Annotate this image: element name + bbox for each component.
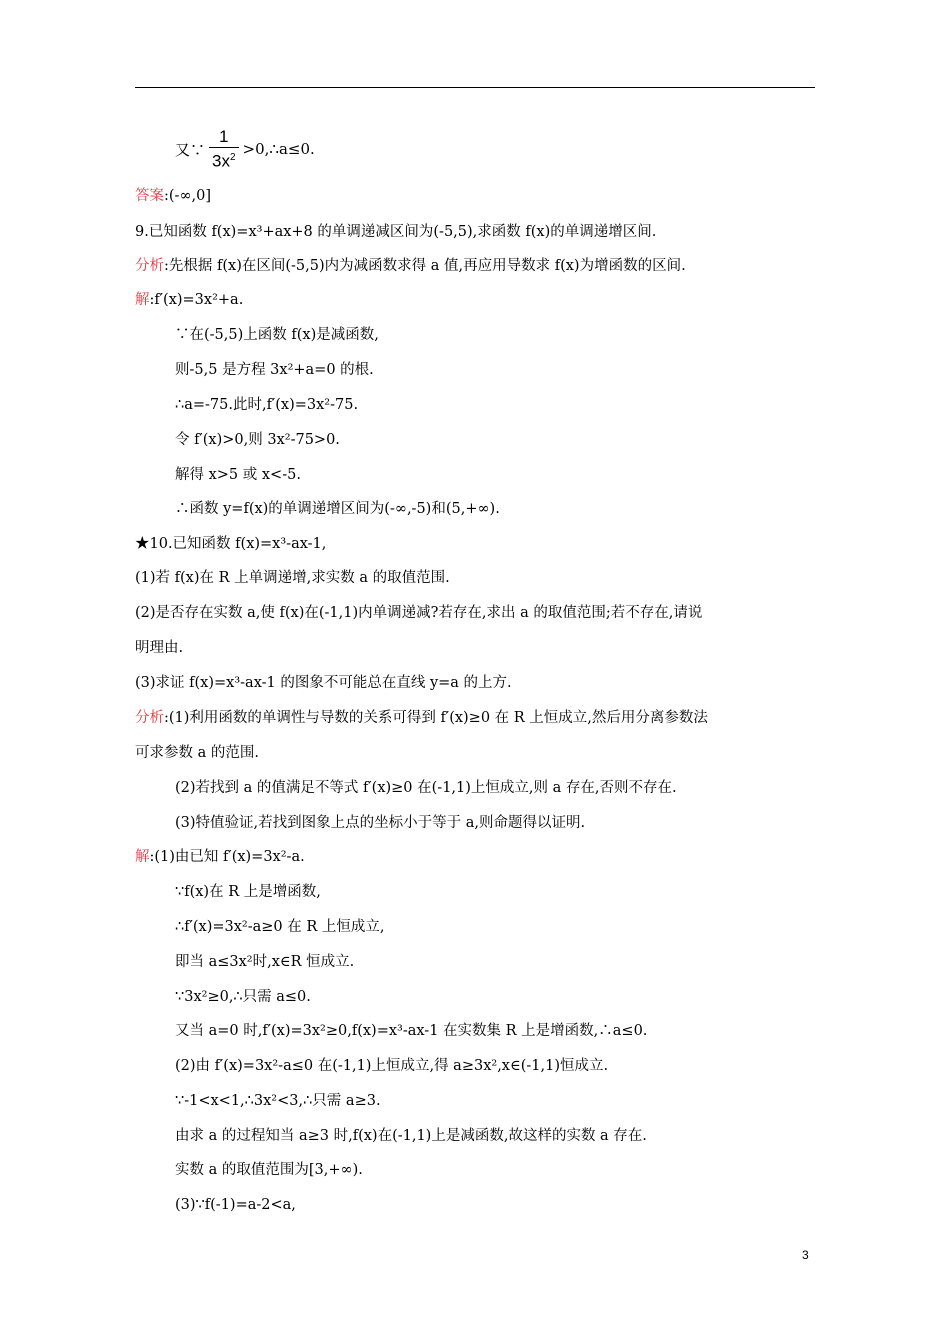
solution-text: :f′(x)=3x²+a. bbox=[149, 292, 244, 308]
solution-label: 解 bbox=[135, 292, 150, 308]
problem-10-part: (2)是否存在实数 a,使 f(x)在(-1,1)内单调递减?若存在,求出 a 的取值范围;若不存在,请说 bbox=[135, 605, 703, 621]
header-rule bbox=[135, 87, 815, 88]
solution-step: ∴a=-75.此时,f′(x)=3x²-75. bbox=[175, 397, 359, 413]
solution-step: 令 f′(x)>0,则 3x²-75>0. bbox=[175, 432, 340, 448]
solution-step: ∴f′(x)=3x²-a≥0 在 R 上恒成立, bbox=[175, 919, 385, 935]
page-number: 3 bbox=[802, 1248, 809, 1262]
analysis-text: :先根据 f(x)在区间(-5,5)内为减函数求得 a 值,再应用导数求 f(x)为增函数的区间. bbox=[164, 258, 686, 274]
analysis-9 bbox=[135, 256, 686, 276]
solution-step: 由求 a 的过程知当 a≥3 时,f(x)在(-1,1)上是减函数,故这样的实数 a 存在. bbox=[175, 1128, 647, 1144]
solution-step: (3)∵f(-1)=a-2<a, bbox=[175, 1197, 296, 1213]
solution-step: ∴函数 y=f(x)的单调递增区间为(-∞,-5)和(5,+∞). bbox=[175, 501, 500, 517]
solution-step: ∵在(-5,5)上函数 f(x)是减函数, bbox=[175, 327, 379, 343]
fraction-prefix: 又∵ bbox=[175, 140, 206, 159]
problem-10-part: (3)求证 f(x)=x³-ax-1 的图象不可能总在直线 y=a 的上方. bbox=[135, 675, 512, 691]
problem-10-part: (1)若 f(x)在 R 上单调递增,求实数 a 的取值范围. bbox=[135, 570, 450, 586]
analysis-step: (2)若找到 a 的值满足不等式 f′(x)≥0 在(-1,1)上恒成立,则 a 存在,否则不存在. bbox=[175, 780, 677, 796]
solution-step: 又当 a=0 时,f′(x)=3x²≥0,f(x)=x³-ax-1 在实数集 R 上是增函数,∴a≤0. bbox=[175, 1023, 648, 1039]
problem-10: ★10.已知函数 f(x)=x³-ax-1, bbox=[135, 536, 327, 552]
analysis-text: :(1)利用函数的单调性与导数的关系可得到 f′(x)≥0 在 R 上恒成立,然后用分离参数法 bbox=[164, 710, 708, 726]
solution-step: 实数 a 的取值范围为[3,+∞). bbox=[175, 1162, 363, 1178]
solution-step: 则-5,5 是方程 3x²+a=0 的根. bbox=[175, 362, 374, 378]
solution-10 bbox=[135, 847, 305, 867]
analysis-step: (3)特值验证,若找到图象上点的坐标小于等于 a,则命题得以证明. bbox=[175, 815, 586, 831]
solution-step: 即当 a≤3x²时,x∈R 恒成立. bbox=[175, 954, 355, 970]
solution-step: ∵3x²≥0,∴只需 a≤0. bbox=[175, 989, 311, 1005]
fraction-numerator: 1 bbox=[219, 126, 229, 146]
solution-step: ∵f(x)在 R 上是增函数, bbox=[175, 884, 321, 900]
analysis-label: 分析 bbox=[135, 710, 164, 726]
solution-step: 解得 x>5 或 x<-5. bbox=[175, 467, 301, 483]
solution-step: (2)由 f′(x)=3x²-a≤0 在(-1,1)上恒成立,得 a≥3x²,x∈(-1,1)恒成立. bbox=[175, 1058, 609, 1074]
fraction-line bbox=[175, 124, 315, 174]
fraction bbox=[209, 127, 239, 172]
solution-step: ∵-1<x<1,∴3x²<3,∴只需 a≥3. bbox=[175, 1093, 381, 1109]
answer-value: :(-∞,0] bbox=[164, 188, 212, 204]
denominator-exponent: 2 bbox=[229, 151, 236, 163]
problem-10-part: 明理由. bbox=[135, 640, 184, 656]
denominator-base: 3x bbox=[212, 151, 230, 171]
solution-label: 解 bbox=[135, 849, 150, 865]
problem-9: 9.已知函数 f(x)=x³+ax+8 的单调递减区间为(-5,5),求函数 f(x)的单调递增区间. bbox=[135, 224, 657, 240]
analysis-step: 可求参数 a 的范围. bbox=[135, 745, 259, 761]
answer-line bbox=[135, 186, 211, 206]
answer-label: 答案 bbox=[135, 188, 164, 204]
fraction-denominator bbox=[209, 147, 239, 172]
fraction-suffix: >0,∴a≤0. bbox=[242, 140, 315, 158]
analysis-10 bbox=[135, 708, 708, 728]
solution-text: :(1)由已知 f′(x)=3x²-a. bbox=[149, 849, 305, 865]
solution-9 bbox=[135, 290, 243, 310]
analysis-label: 分析 bbox=[135, 258, 164, 274]
